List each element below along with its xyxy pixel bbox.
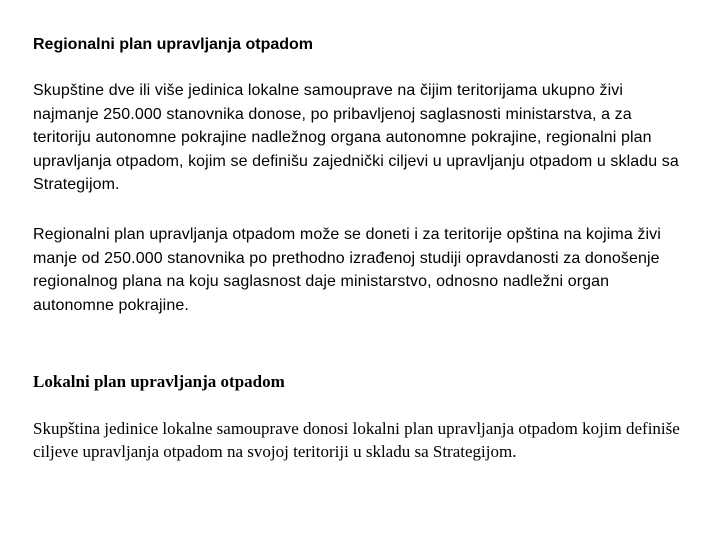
regional-plan-paragraph-2: Regionalni plan upravljanja otpadom može se doneti i za teritorije opština na kojima živi manje od 250.000 stanovnika po prethodno izrađenoj studiji opravdanosti za donošenje regionalnog plana na koju saglasnost daje ministarstvo, odnosno nadležni organ autonomne pokrajine. xyxy=(33,226,661,314)
local-plan-heading: Lokalni plan upravljanja otpadom xyxy=(33,372,285,391)
regional-plan-paragraph-1: Skupštine dve ili više jedinica lokalne samouprave na čijim teritorijama ukupno živi najmanje 250.000 stanovnika donose, po pribavljenoj saglasnosti ministarstva, a za teritoriju autonomne pokrajine nadležnog organa autonomne pokrajine, regionalni plan upravljanja otpadom, kojim se definišu zajednički ciljevi u upravljanju otpadom u skladu sa Strategijom. xyxy=(33,82,679,193)
regional-plan-heading: Regionalni plan upravljanja otpadom xyxy=(33,36,314,53)
local-plan-paragraph: Skupština jedinice lokalne samouprave donosi lokalni plan upravljanja otpadom kojim definiše ciljeve upravljanja otpadom na svojoj teritoriji u skladu sa Strategijom. xyxy=(33,419,680,461)
